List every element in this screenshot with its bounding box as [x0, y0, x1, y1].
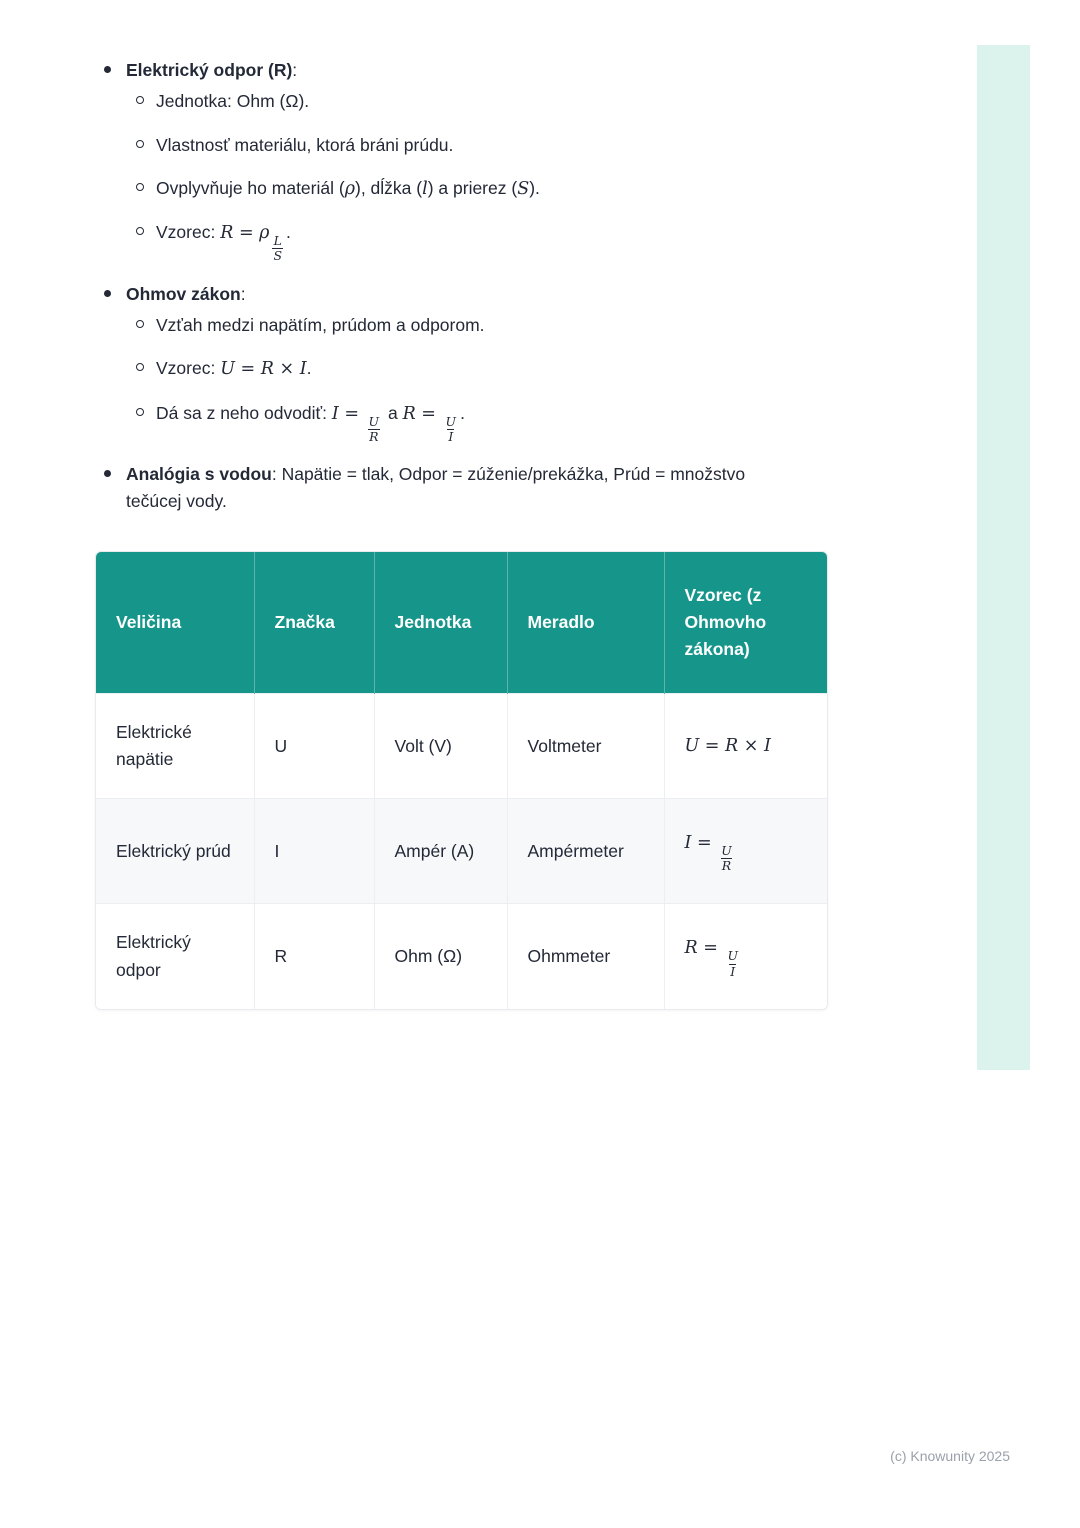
text-segment: .	[306, 358, 312, 379]
text-segment: .	[286, 222, 291, 242]
sub-item-formula	[95, 355, 833, 382]
cell-znacka: R	[254, 904, 374, 1009]
math-var-l: l	[422, 178, 428, 199]
formula-lhs: I =	[331, 403, 365, 424]
table-header-row	[96, 552, 828, 694]
item-body-text: : Napätie = tlak, Odpor = zúženie/prekážka, Prúd = množstvo tečúcej vody.	[126, 464, 746, 511]
text-segment: ), dĺžka (	[355, 177, 423, 198]
list-item-title-line	[126, 57, 297, 83]
column-header-znacka: Značka	[254, 552, 374, 694]
table-row-prud	[96, 799, 828, 904]
item-title: Ohmov zákon	[126, 283, 241, 304]
list-item-analogia	[95, 461, 833, 514]
sub-item-text	[156, 219, 291, 264]
math-var-rho: ρ	[344, 178, 355, 199]
quantities-table-card	[95, 551, 828, 1010]
fraction-numerator: L	[273, 233, 282, 248]
sub-item-text: Jednotka: Ohm (Ω).	[156, 91, 310, 112]
cell-velicina: Elektrický prúd	[96, 799, 254, 904]
sub-item-text	[156, 175, 540, 202]
item-title: Analógia s vodou	[126, 464, 272, 485]
text-segment: ) a prierez (	[427, 177, 518, 198]
fraction-denominator: R	[721, 858, 732, 874]
sub-item	[95, 88, 833, 114]
bullet-disc-icon	[104, 470, 111, 477]
formula-lhs: R = ρ	[220, 223, 270, 243]
bullet-disc-icon	[104, 66, 111, 73]
bullet-circle-icon	[136, 183, 144, 191]
fraction-numerator: U	[727, 948, 739, 964]
cell-meradlo: Ohmmeter	[507, 904, 664, 1009]
fraction-denominator: R	[369, 428, 379, 444]
cell-jednotka: Ohm (Ω)	[374, 904, 507, 1009]
formula-lhs: R =	[402, 403, 442, 424]
text-segment: Ovplyvňuje ho materiál (	[156, 177, 345, 198]
text-segment: a	[383, 402, 403, 423]
page-edge-accent	[977, 45, 1030, 1070]
bullet-circle-icon	[136, 140, 144, 148]
copyright-notice: (c) Knowunity 2025	[890, 1448, 1010, 1464]
cell-jednotka: Ampér (A)	[374, 799, 507, 904]
list-item-elektricky-odpor	[95, 57, 833, 83]
sub-item	[95, 312, 833, 338]
cell-velicina: Elektrický odpor	[96, 904, 254, 1009]
bullet-circle-icon	[136, 227, 144, 235]
fraction	[368, 415, 381, 445]
sublist-odpor	[95, 88, 833, 264]
sub-item-formula	[95, 219, 833, 264]
list-item-ohmov-zakon	[95, 281, 833, 307]
list-item-title-line	[126, 281, 246, 307]
fraction	[720, 844, 733, 874]
fraction-numerator: U	[368, 413, 380, 429]
bullet-circle-icon	[136, 96, 144, 104]
bullet-disc-icon	[104, 290, 111, 297]
cell-znacka: I	[254, 799, 374, 904]
sub-item	[95, 132, 833, 158]
bullet-circle-icon	[136, 408, 144, 416]
cell-meradlo: Ampérmeter	[507, 799, 664, 904]
fraction-numerator: U	[721, 842, 732, 858]
item-title-colon: :	[292, 60, 298, 80]
cell-velicina: Elektrické napätie	[96, 694, 254, 799]
notes-content	[95, 57, 833, 1010]
sub-item-text: Vzťah medzi napätím, prúdom a odporom.	[156, 315, 485, 335]
fraction	[445, 415, 458, 445]
table-row-napatie	[96, 694, 828, 799]
fraction-denominator: S	[273, 248, 283, 264]
bullet-circle-icon	[136, 363, 144, 371]
text-segment: .	[460, 402, 465, 423]
item-title: Elektrický odpor (R)	[126, 60, 293, 80]
formula-lhs: I =	[684, 832, 718, 853]
fraction	[726, 949, 739, 979]
table-row-odpor	[96, 904, 828, 1009]
cell-meradlo: Voltmeter	[507, 694, 664, 799]
sub-item-text: Vlastnosť materiálu, ktorá bráni prúdu.	[156, 134, 454, 155]
bullet-circle-icon	[136, 320, 144, 328]
math-var-s: S	[517, 178, 530, 199]
column-header-meradlo: Meradlo	[507, 552, 664, 694]
sub-item-text	[156, 400, 465, 445]
cell-vzorec	[664, 799, 828, 904]
formula-label: Vzorec:	[156, 358, 221, 379]
cell-vzorec	[664, 904, 828, 1009]
column-header-vzorec: Vzorec (z Ohmovho zákona)	[664, 552, 828, 694]
column-header-jednotka: Jednotka	[374, 552, 507, 694]
fraction	[272, 234, 283, 264]
sub-item-text	[156, 355, 312, 382]
text-segment: ).	[529, 177, 540, 198]
formula-label: Dá sa z neho odvodiť:	[156, 402, 332, 423]
formula-ohm: U = R × I	[220, 359, 307, 380]
cell-znacka: U	[254, 694, 374, 799]
fraction-denominator: I	[730, 963, 736, 979]
fraction-numerator: U	[445, 413, 457, 429]
formula: U = R × I	[684, 736, 771, 757]
item-title-colon: :	[240, 283, 246, 304]
sublist-ohmov-zakon	[95, 312, 833, 444]
fraction-denominator: I	[448, 428, 454, 444]
list-item-title-line	[126, 461, 774, 514]
formula-lhs: R =	[684, 938, 724, 959]
formula-label: Vzorec:	[156, 222, 221, 242]
sub-item	[95, 175, 833, 202]
sub-item-formula	[95, 400, 833, 445]
column-header-velicina: Veličina	[96, 552, 254, 694]
quantities-table	[96, 552, 828, 1009]
cell-jednotka: Volt (V)	[374, 694, 507, 799]
cell-vzorec	[664, 694, 828, 799]
